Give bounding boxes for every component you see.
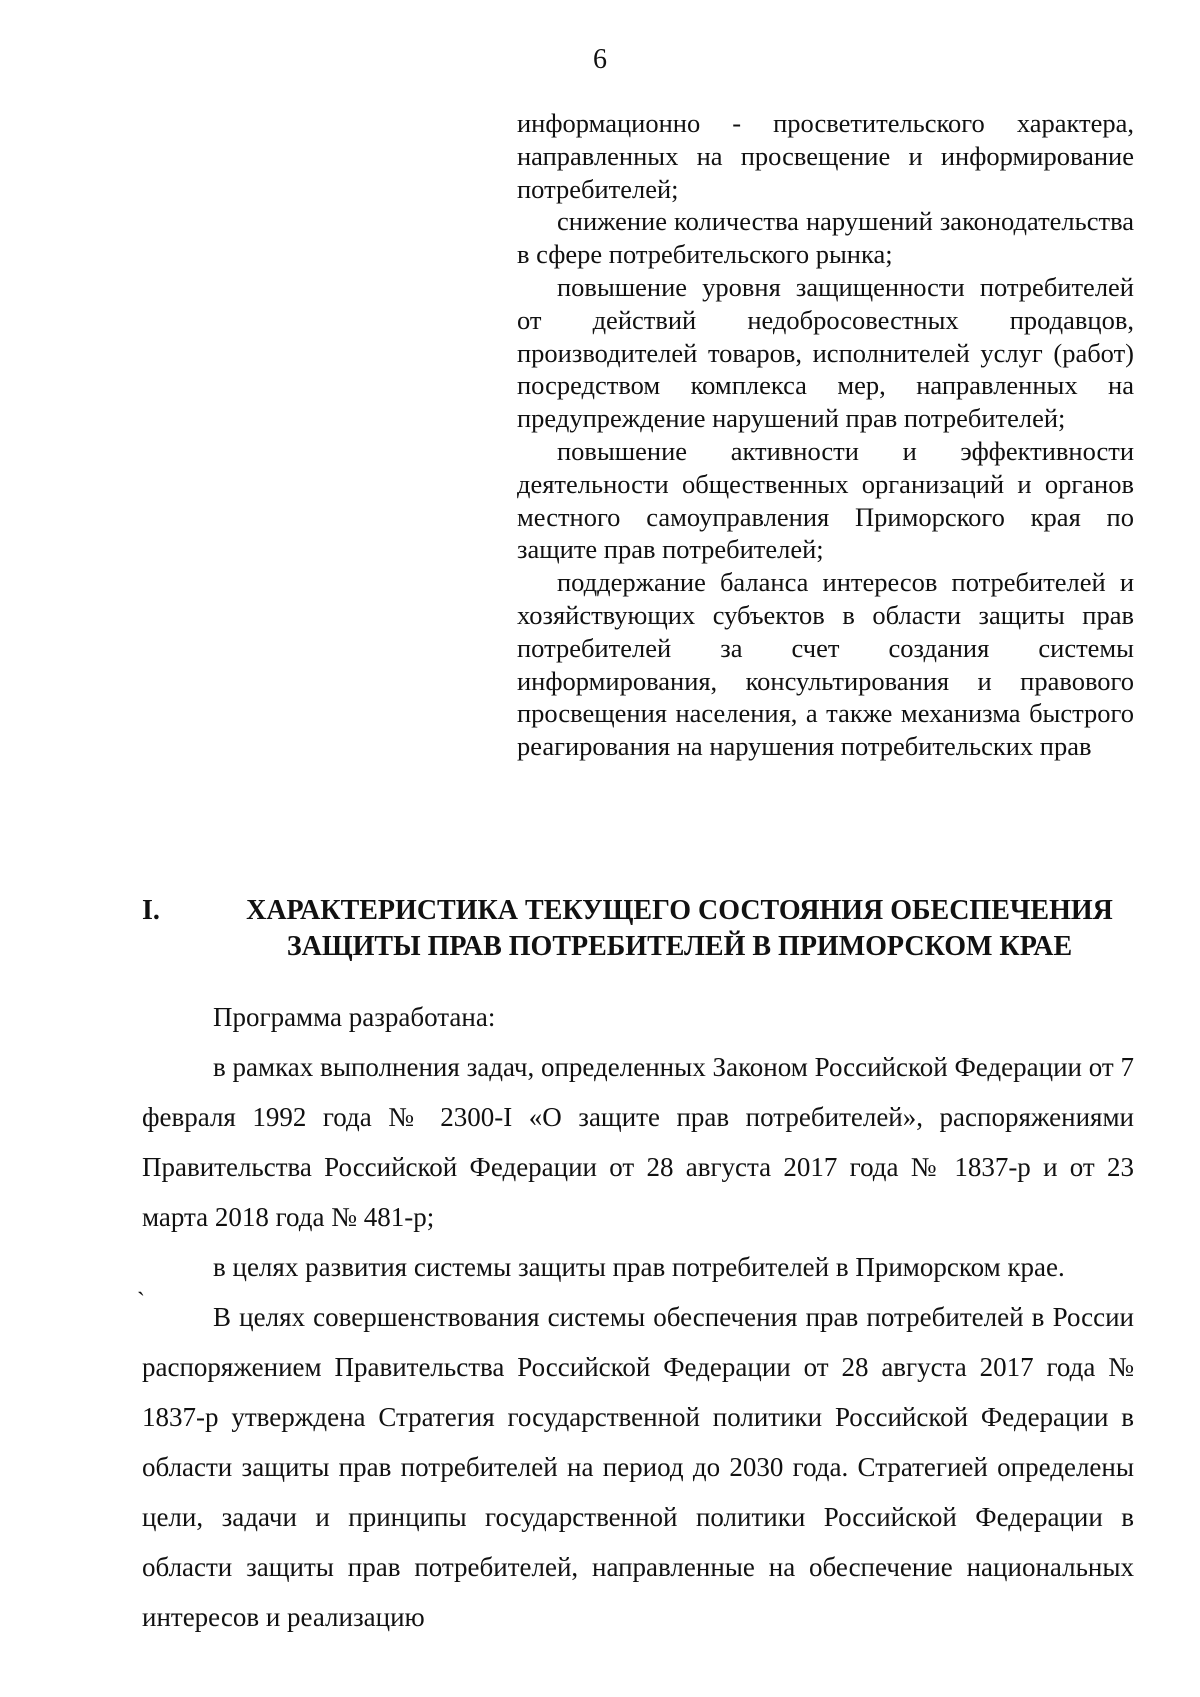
section-heading	[142, 893, 1142, 965]
goals-list	[517, 107, 1134, 763]
section-number: I.	[142, 895, 160, 926]
body-paragraph: Программа разработана:	[213, 1002, 496, 1032]
goal-item: повышение активности и эффективности деятельности общественных организаций и органов местного самоуправления Приморского края по защите прав потребителей;	[517, 435, 1134, 565]
goal-item: поддержание баланса интересов потребителей и хозяйствующих субъектов в области защиты прав потребителей за счет создания системы информирования, консультирования и правового просвещения населения, а также механизма быстрого реагирования на нарушения потребительских прав	[517, 567, 1134, 762]
stray-mark: `	[137, 1289, 145, 1315]
section-title	[217, 893, 1142, 965]
goal-item: повышение уровня защищенности потребителей от действий недобросовестных продавцов, производителей товаров, исполнителей услуг (работ) посредством комплекса мер, направленных на предупреждение нарушений прав потребителей;	[517, 271, 1134, 434]
section-title-line: ХАРАКТЕРИСТИКА ТЕКУЩЕГО СОСТОЯНИЯ ОБЕСПЕЧЕНИЯ	[246, 895, 1113, 926]
goal-item: снижение количества нарушений законодательства в сфере потребительского рынка;	[517, 206, 1134, 270]
body-text	[142, 992, 1134, 1642]
page-number: 6	[593, 44, 607, 75]
body-paragraph: в целях развития системы защиты прав потребителей в Приморском крае.	[213, 1252, 1065, 1282]
goal-item: информационно - просветительского характера, направленных на просвещение и информирование потребителей;	[517, 108, 1134, 204]
body-paragraph: В целях совершенствования системы обеспечения прав потребителей в России распоряжением Правительства Российской Федерации от 28 августа 2017 года № 1837-р утверждена Стратегия государственной политики Российской Федерации в области защиты прав потребителей на период до 2030 года. Стратегией определены цели, задачи и принципы государственной политики Российской Федерации в области защиты прав потребителей, направленные на обеспечение национальных интересов и реализацию	[142, 1302, 1134, 1632]
section-title-line: ЗАЩИТЫ ПРАВ ПОТРЕБИТЕЛЕЙ В ПРИМОРСКОМ КРАЕ	[286, 931, 1073, 962]
body-paragraph: в рамках выполнения задач, определенных Законом Российской Федерации от 7 февраля 1992 года № 2300-I «О защите прав потребителей», распоряжениями Правительства Российской Федерации от 28 августа 2017 года № 1837-р и от 23 марта 2018 года № 481-р;	[142, 1052, 1134, 1232]
